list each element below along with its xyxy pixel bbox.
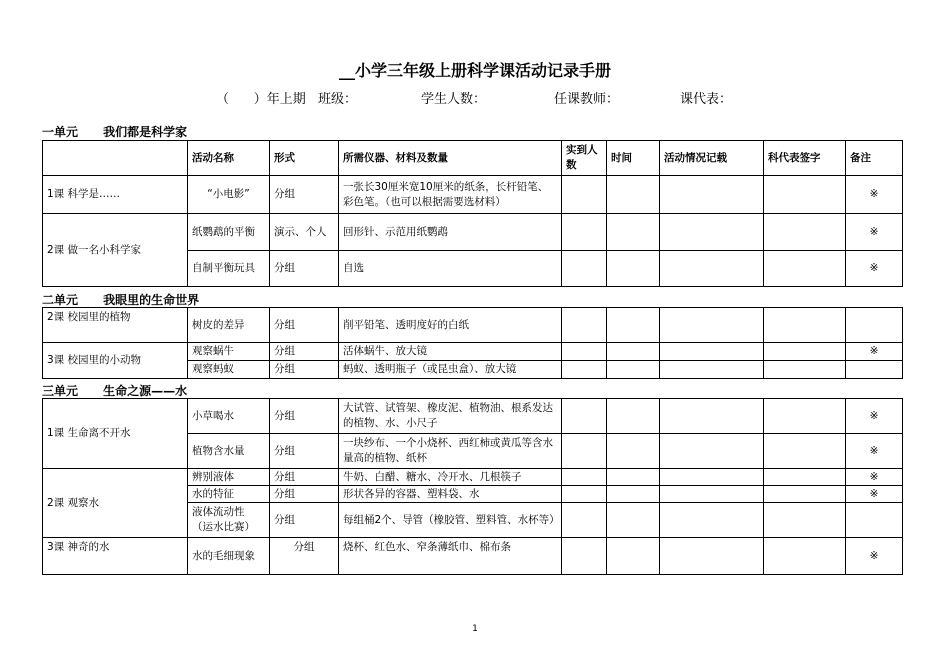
header-note: 备注 [846, 141, 903, 176]
actual-cell [562, 434, 607, 469]
sign-cell [764, 399, 846, 434]
activity-cell: 水的特征 [188, 486, 270, 503]
sign-cell [764, 361, 846, 379]
actual-cell [562, 308, 607, 343]
unit3-heading: 三单元 生命之源——水 [42, 384, 188, 398]
table-header-row [43, 141, 903, 176]
record-cell [660, 361, 764, 379]
sign-cell [764, 434, 846, 469]
record-cell [660, 308, 764, 343]
sign-cell [764, 538, 846, 575]
table-row [43, 176, 903, 214]
activity-cell: 小草喝水 [188, 399, 270, 434]
note-cell: ※ [846, 469, 903, 486]
sign-cell [764, 176, 846, 214]
table-row [43, 399, 903, 434]
activity-cell: 植物含水量 [188, 434, 270, 469]
time-cell [607, 361, 660, 379]
note-cell [846, 308, 903, 343]
form-cell: 分组 [270, 503, 339, 538]
form-cell: 分组 [270, 176, 339, 214]
time-cell [607, 503, 660, 538]
note-cell: ※ [846, 538, 903, 575]
unit1-table [42, 140, 903, 287]
time-cell [607, 486, 660, 503]
record-cell [660, 251, 764, 287]
sign-cell [764, 343, 846, 361]
materials-cell: 蚂蚁、透明瓶子（或昆虫盒）、放大镜 [339, 361, 562, 379]
note-cell: ※ [846, 343, 903, 361]
note-cell: ※ [846, 176, 903, 214]
table-row [43, 343, 903, 361]
form-cell: 演示、个人 [270, 214, 339, 251]
actual-cell [562, 343, 607, 361]
note-cell: ※ [846, 399, 903, 434]
activity-cell: “小电影” [188, 176, 270, 214]
actual-cell [562, 469, 607, 486]
note-cell: ※ [846, 486, 903, 503]
time-cell [607, 399, 660, 434]
form-cell: 分组 [270, 251, 339, 287]
activity-cell: 自制平衡玩具 [188, 251, 270, 287]
sign-cell [764, 486, 846, 503]
page-title: __小学三年级上册科学课活动记录手册 [338, 61, 611, 80]
time-cell [607, 308, 660, 343]
record-cell [660, 538, 764, 575]
actual-cell [562, 176, 607, 214]
table-row [43, 214, 903, 251]
activity-cell: 辨别液体 [188, 469, 270, 486]
header-lesson [43, 141, 188, 176]
actual-cell [562, 361, 607, 379]
time-cell [607, 176, 660, 214]
lesson-cell: 1课 科学是…… [43, 176, 188, 214]
materials-cell: 每组桶2个、导管（橡胶管、塑料管、水杯等） [339, 503, 562, 538]
time-cell [607, 434, 660, 469]
header-materials: 所需仪器、材料及数量 [339, 141, 562, 176]
form-cell: 分组 [270, 361, 339, 379]
materials-cell: 牛奶、白醋、糖水、冷开水、几根筷子 [339, 469, 562, 486]
form-cell: 分组 [270, 538, 339, 575]
header-record: 活动情况记载 [660, 141, 764, 176]
activity-cell: 观察蚂蚁 [188, 361, 270, 379]
time-cell [607, 214, 660, 251]
time-cell [607, 469, 660, 486]
lesson-cell: 3课 神奇的水 [43, 538, 188, 575]
materials-cell: 一张长30厘米宽10厘米的纸条，长杆铅笔、彩色笔。（也可以根据需要选材料） [339, 176, 562, 214]
record-cell [660, 214, 764, 251]
unit2-heading: 二单元 我眼里的生命世界 [42, 293, 200, 307]
actual-cell [562, 251, 607, 287]
time-cell [607, 343, 660, 361]
activity-cell: 水的毛细现象 [188, 538, 270, 575]
activity-cell: 观察蜗牛 [188, 343, 270, 361]
lesson-cell: 2课 校园里的植物 [43, 308, 188, 343]
materials-cell: 大试管、试管架、橡皮泥、植物油、根系发达的植物、水、小尺子 [339, 399, 562, 434]
actual-cell [562, 214, 607, 251]
header-form: 形式 [270, 141, 339, 176]
materials-cell: 回形针、示范用纸鹦鹉 [339, 214, 562, 251]
teacher-field: 任课教师： [554, 92, 620, 107]
activity-cell: 纸鹦鹉的平衡 [188, 214, 270, 251]
header-activity: 活动名称 [188, 141, 270, 176]
note-cell: ※ [846, 434, 903, 469]
form-cell: 分组 [270, 399, 339, 434]
sign-cell [764, 469, 846, 486]
record-cell [660, 176, 764, 214]
actual-cell [562, 503, 607, 538]
note-cell: ※ [846, 214, 903, 251]
lesson-cell: 3课 校园里的小动物 [43, 343, 188, 379]
record-cell [660, 469, 764, 486]
record-cell [660, 503, 764, 538]
sign-cell [764, 308, 846, 343]
form-cell: 分组 [270, 308, 339, 343]
rep-field: 课代表： [680, 92, 733, 107]
sign-cell [764, 251, 846, 287]
actual-cell [562, 486, 607, 503]
note-cell [846, 361, 903, 379]
materials-cell: 削平铅笔、透明度好的白纸 [339, 308, 562, 343]
materials-cell: 烧杯、红色水、窄条薄纸巾、棉布条 [339, 538, 562, 575]
activity-cell: 树皮的差异 [188, 308, 270, 343]
students-field: 学生人数： [421, 92, 487, 107]
table-row [43, 308, 903, 343]
unit3-table [42, 398, 903, 575]
lesson-cell: 1课 生命离不开水 [43, 399, 188, 469]
form-cell: 分组 [270, 486, 339, 503]
activity-cell: 液体流动性（运水比赛） [188, 503, 270, 538]
table-row [43, 538, 903, 575]
form-cell: 分组 [270, 434, 339, 469]
header-actual: 实到人数 [562, 141, 607, 176]
lesson-cell: 2课 观察水 [43, 469, 188, 538]
sign-cell [764, 214, 846, 251]
header-sign: 科代表签字 [764, 141, 846, 176]
form-cell: 分组 [270, 469, 339, 486]
sign-cell [764, 503, 846, 538]
year-field: （ ）年上期 [216, 92, 306, 107]
class-field: 班级： [318, 92, 358, 107]
table-row [43, 469, 903, 486]
record-cell [660, 343, 764, 361]
header-time: 时间 [607, 141, 660, 176]
note-cell [846, 503, 903, 538]
materials-cell: 活体蜗牛、放大镜 [339, 343, 562, 361]
actual-cell [562, 538, 607, 575]
note-cell: ※ [846, 251, 903, 287]
form-cell: 分组 [270, 343, 339, 361]
lesson-cell: 2课 做一名小科学家 [43, 214, 188, 287]
time-cell [607, 251, 660, 287]
page-number: 1 [472, 624, 478, 634]
materials-cell: 一块纱布、一个小烧杯、西红柿或黄瓜等含水量高的植物、纸杯 [339, 434, 562, 469]
materials-cell: 形状各异的容器、塑料袋、水 [339, 486, 562, 503]
record-cell [660, 486, 764, 503]
unit1-heading: 一单元 我们都是科学家 [42, 125, 188, 139]
time-cell [607, 538, 660, 575]
materials-cell: 自选 [339, 251, 562, 287]
record-cell [660, 434, 764, 469]
unit2-table [42, 307, 903, 379]
record-cell [660, 399, 764, 434]
actual-cell [562, 399, 607, 434]
